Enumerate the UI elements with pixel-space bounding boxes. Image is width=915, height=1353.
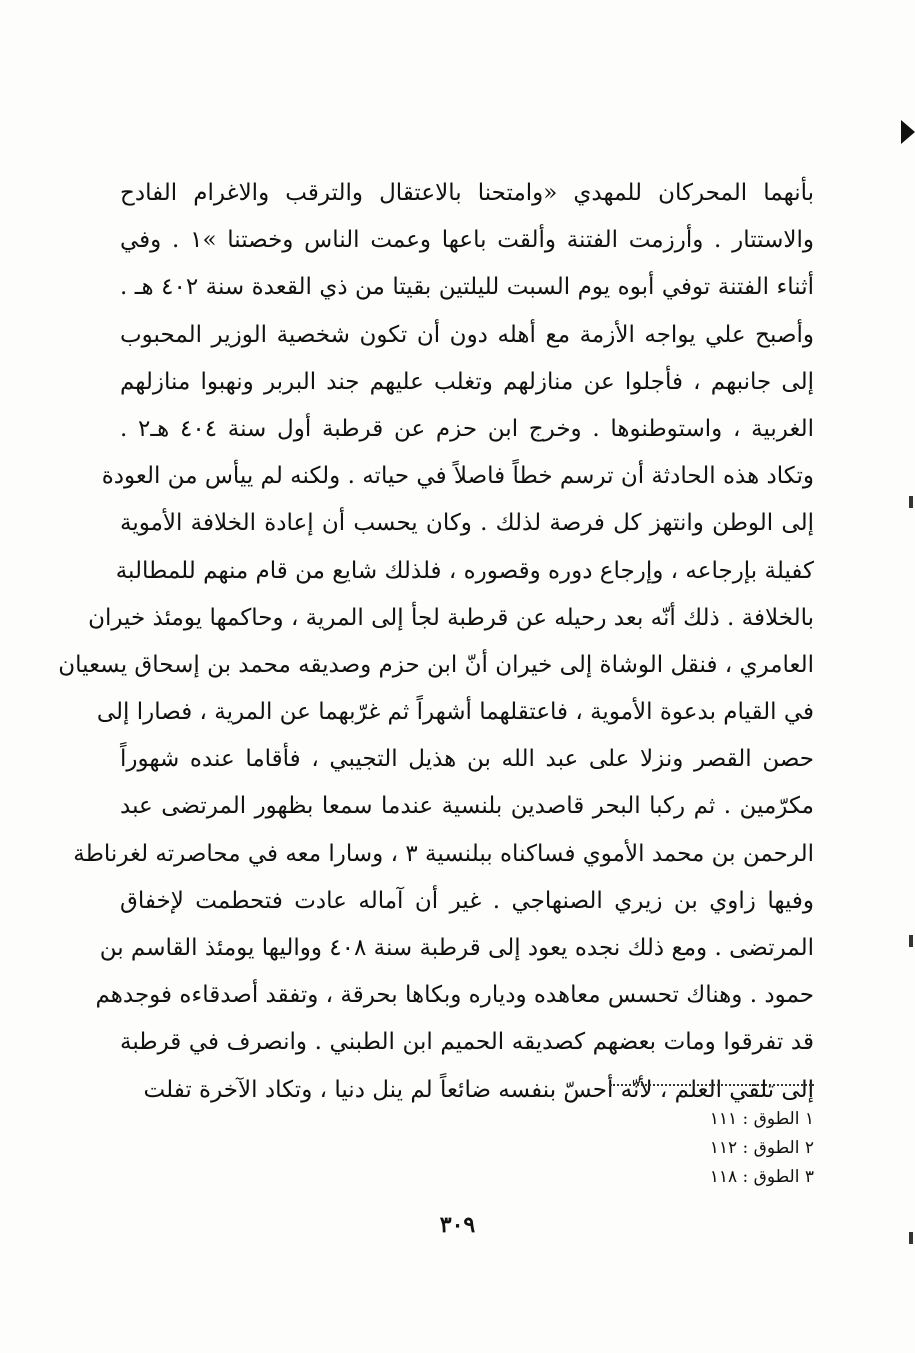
body-line: مكرّمين . ثم ركبا البحر قاصدين بلنسية عندما سمعا بظهور المرتضى عبد xyxy=(120,793,814,820)
body-line: كفيلة بإرجاعه ، وإرجاع دوره وقصوره ، فلذلك شايع من قام منهم للمطالبة xyxy=(115,557,814,584)
body-line: والاستتار . وأرزمت الفتنة وألقت باعها وعمت الناس وخصتنا »١ . وفي xyxy=(120,227,814,254)
body-line: المرتضى . ومع ذلك نجده يعود إلى قرطبة سنة ٤٠٨ وواليها يومئذ القاسم بن xyxy=(99,935,814,961)
body-line: وفيها زاوي بن زيري الصنهاجي . غير أن آماله عادت فتحطمت لإخفاق xyxy=(120,887,814,914)
footnote-separator xyxy=(610,1084,814,1086)
body-line: إلى الوطن وانتهز كل فرصة لذلك . وكان يحسب أن إعادة الخلافة الأموية xyxy=(120,510,814,537)
body-line: إلى جانبهم ، فأجلوا عن منازلهم وتغلب عليهم جند البربر ونهبوا منازلهم xyxy=(120,368,814,395)
margin-tick-mark xyxy=(909,935,913,947)
footnote-item: ١ الطوق : ١١١ xyxy=(709,1109,814,1129)
body-line: في القيام بدعوة الأموية ، فاعتقلهما أشهراً ثم غرّبهما عن المرية ، فصارا إلى xyxy=(96,699,814,726)
footnotes xyxy=(600,1105,814,1192)
body-line: وأصبح علي يواجه الأزمة مع أهله دون أن تكون شخصية الوزير المحبوب xyxy=(120,321,814,348)
body-line: وتكاد هذه الحادثة أن ترسم خطاً فاصلاً في حياته . ولكنه لم ييأس من العودة xyxy=(101,463,814,490)
body-line: العامري ، فنقل الوشاة إلى خيران أنّ ابن حزم وصديقه محمد بن إسحاق يسعيان xyxy=(58,651,814,678)
body-line: بأنهما المحركان للمهدي «وامتحنا بالاعتقال والترقب والاغرام الفادح xyxy=(120,180,814,206)
body-line: الغربية ، واستوطنوها . وخرج ابن حزم عن قرطبة أول سنة ٤٠٤ هـ٢ . xyxy=(120,415,814,442)
body-line: حمود . وهناك تحسس معاهده ودياره وبكاها بحرقة ، وتفقد أصدقاءه فوجدهم xyxy=(95,982,814,1009)
page-number: ٣٠٩ xyxy=(439,1212,476,1238)
body-line: إلى تلقي العلم ، لأنّه أحسّ بنفسه ضائعاً لم ينل دنيا ، وتكاد الآخرة تفلت xyxy=(143,1076,814,1103)
footnote-item: ٢ الطوق : ١١٢ xyxy=(709,1138,814,1158)
footnote-item: ٣ الطوق : ١١٨ xyxy=(709,1167,814,1187)
body-line: قد تفرقوا ومات بعضهم كصديقه الحميم ابن الطبني . وانصرف في قرطبة xyxy=(120,1029,814,1056)
margin-tick-mark xyxy=(909,496,913,508)
body-paragraph xyxy=(58,170,814,1114)
body-line: أثناء الفتنة توفي أبوه يوم السبت لليلتين بقيتا من ذي القعدة سنة ٤٠٢ هـ . xyxy=(120,274,814,301)
margin-arrow-mark xyxy=(901,120,915,144)
body-line: الرحمن بن محمد الأموي فساكناه ببلنسية ٣ ، وسارا معه في محاصرته لغرناطة xyxy=(73,840,814,867)
body-line: حصن القصر ونزلا على عبد الله بن هذيل التجيبي ، فأقاما عنده شهوراً xyxy=(120,746,814,773)
body-line: بالخلافة . ذلك أنّه بعد رحيله عن قرطبة لجأ إلى المرية ، وحاكمها يومئذ خيران xyxy=(88,604,814,631)
